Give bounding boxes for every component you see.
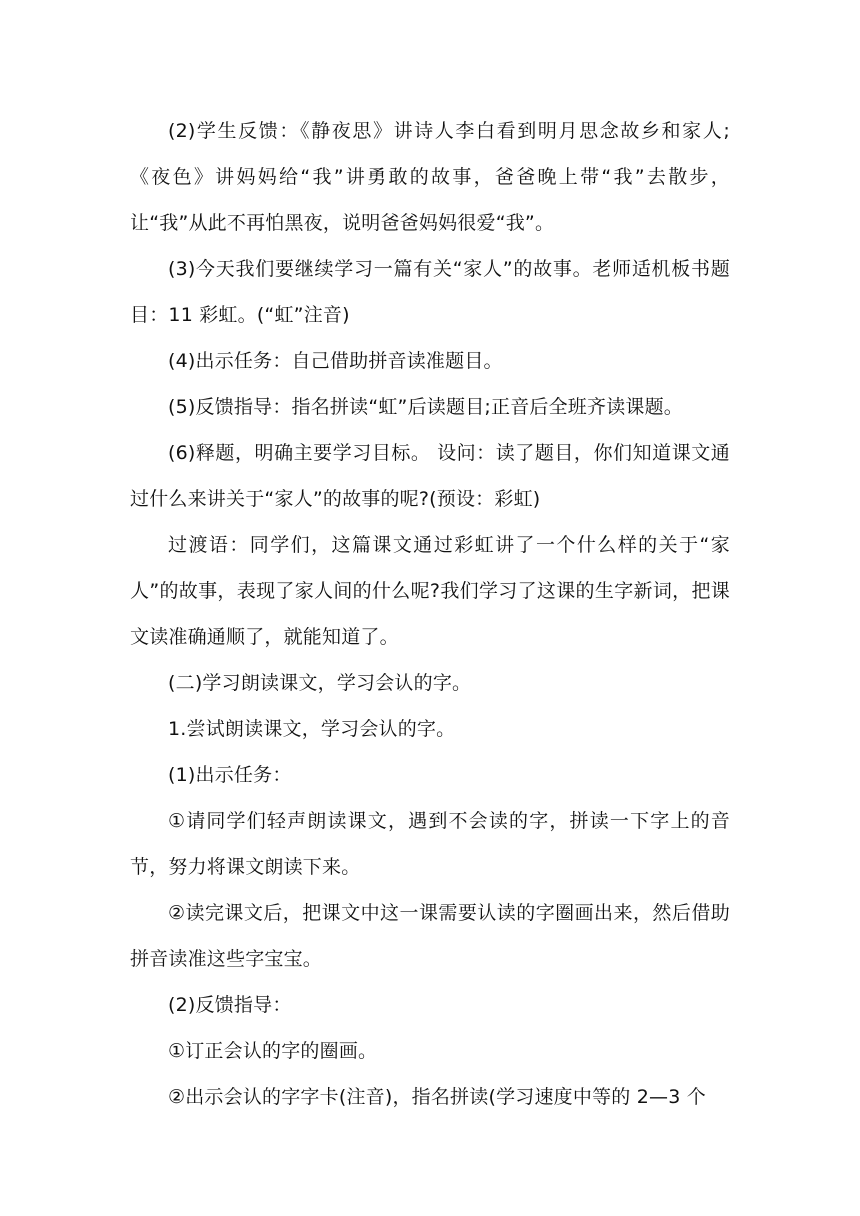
paragraph-feedback: (2)反馈指导：	[168, 994, 292, 1016]
list-item-character-cards: ②出示会认的字字卡(注音)，指名拼读(学习速度中等的 2—3 个	[168, 1086, 706, 1108]
document-body	[130, 108, 730, 1120]
paragraph-task-read-title: (4)出示任务：自己借助拼音读准题目。	[168, 350, 503, 372]
paragraph-show-task: (1)出示任务：	[168, 764, 292, 786]
paragraph-student-feedback: (2)学生反馈：《静夜思》讲诗人李白看到明月思念故乡和家人;《夜色》讲妈妈给“我”讲勇敢的故事，爸爸晚上带“我”去散步，让“我”从此不再怕黑夜，说明爸爸妈妈很爱“我”。	[130, 120, 730, 234]
subheading-try-reading: 1.尝试朗读课文，学习会认的字。	[168, 718, 456, 740]
list-item-circle-characters: ②读完课文后，把课文中这一课需要认读的字圈画出来，然后借助拼音读准这些字宝宝。	[130, 902, 730, 970]
paragraph-feedback-guidance: (5)反馈指导：指名拼读“虹”后读题目;正音后全班齐读课题。	[168, 396, 684, 418]
paragraph-lesson-title: (3)今天我们要继续学习一篇有关“家人”的故事。老师适机板书题目：11 彩虹。(“虹”注音)	[130, 258, 730, 326]
paragraph-transition: 过渡语：同学们，这篇课文通过彩虹讲了一个什么样的关于“家人”的故事，表现了家人间的什么呢?我们学习了这课的生字新词，把课文读准确通顺了，就能知道了。	[130, 534, 730, 648]
section-heading-reading: (二)学习朗读课文，学习会认的字。	[168, 672, 472, 694]
list-item-correct-circles: ①订正会认的字的圈画。	[168, 1040, 378, 1062]
paragraph-explain-title: (6)释题，明确主要学习目标。 设问：读了题目，你们知道课文通过什么来讲关于“家人”的故事的呢?(预设：彩虹)	[130, 442, 730, 510]
list-item-read-aloud: ①请同学们轻声朗读课文，遇到不会读的字，拼读一下字上的音节，努力将课文朗读下来。	[130, 810, 730, 878]
